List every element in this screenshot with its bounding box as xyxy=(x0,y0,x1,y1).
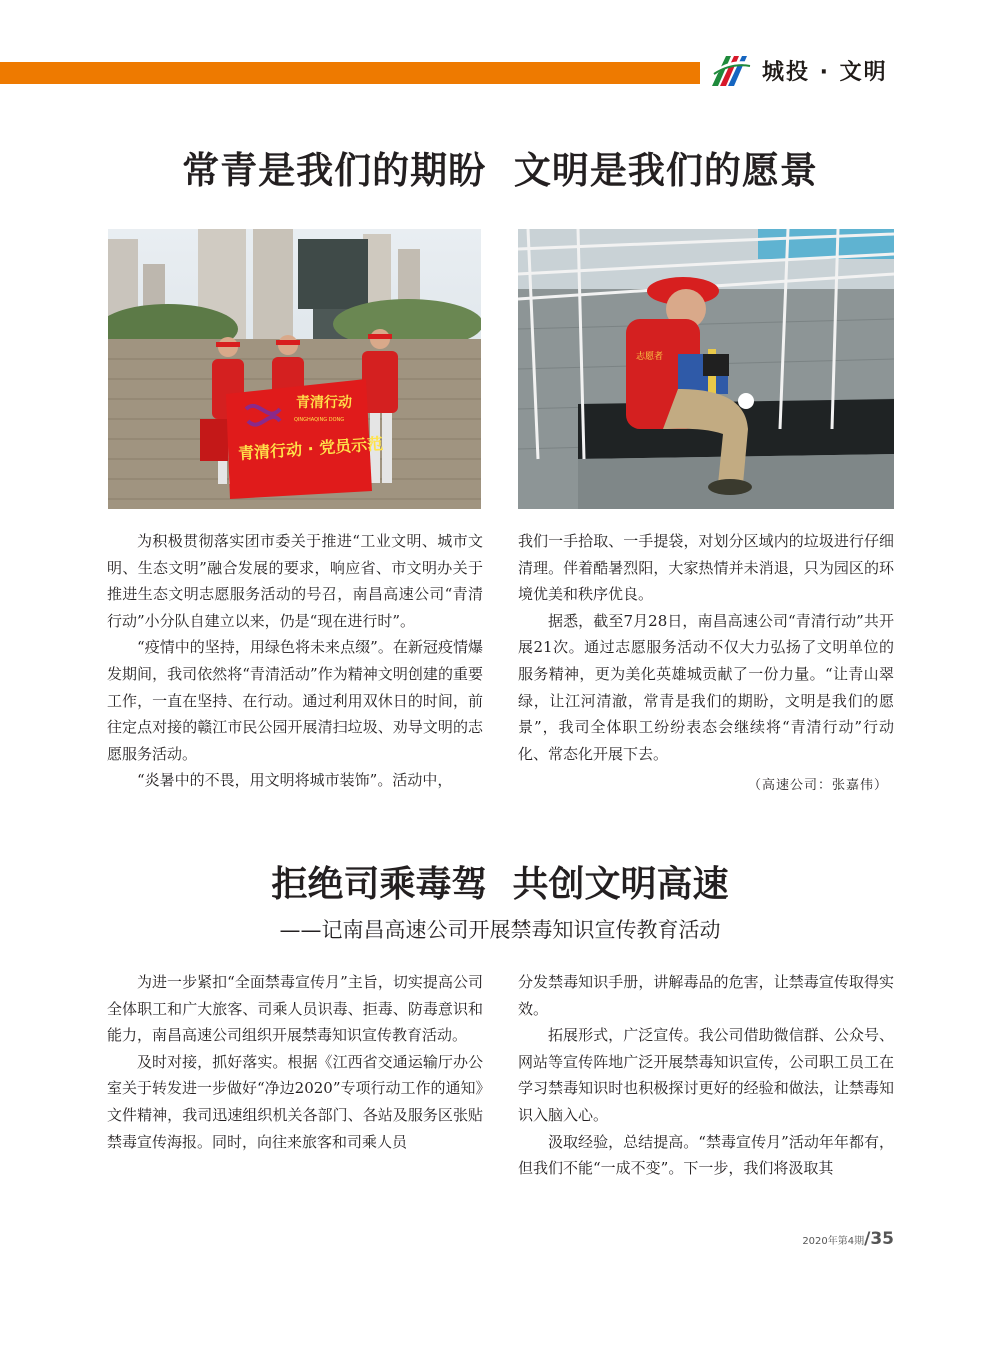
article2-paragraph: 拓展形式，广泛宣传。我公司借助微信群、公众号、网站等宣传阵地广泛开展禁毒知识宣传，公司职工员工在学习禁毒知识时也积极探讨更好的经验和做法，让禁毒知识入脑入心。 xyxy=(518,1026,894,1124)
article1-title: 常青是我们的期盼 文明是我们的愿景 xyxy=(182,149,818,192)
article1-signature: （高速公司：张嘉伟） xyxy=(747,778,888,794)
page-folio xyxy=(802,1229,894,1249)
article1-paragraph: “疫情中的坚持，用绿色将未来点缀”。在新冠疫情爆发期间，我司依然将“青清活动”作为精神文明创建的重要工作，一直在坚持、在行动。通过利用双休日的时间，前往定点对接的赣江市民公园开展清扫垃圾、劝导文明的志愿服务活动。 xyxy=(107,638,483,763)
section-header xyxy=(708,48,888,92)
issue-label: 2020年第4期 xyxy=(802,1236,865,1247)
article1-paragraph: 为积极贯彻落实团市委关于推进“工业文明、城市文明、生态文明”融合发展的要求，响应省、市文明办关于推进生态文明志愿服务活动的号召，南昌高速公司“青清行动”小分队自建立以来，仍是“现在进行时”。 xyxy=(107,532,483,630)
page-number: /35 xyxy=(864,1229,894,1249)
svg-text:青清行动 · 党员示范: 青清行动 · 党员示范 xyxy=(237,434,384,464)
article2-paragraph: 为进一步紧扣“全面禁毒宣传月”主旨，切实提高公司全体职工和广大旅客、司乘人员识毒、拒毒、防毒意识和能力，南昌高速公司组织开展禁毒知识宣传教育活动。 xyxy=(107,973,483,1045)
section-label: 城投 · 文明 xyxy=(762,59,888,85)
article2-column-2 xyxy=(518,969,894,1182)
article1-column-2 xyxy=(518,528,894,800)
header-orange-bar xyxy=(0,62,700,84)
article1-paragraph: “炎暑中的不畏，用文明将城市装饰”。活动中， xyxy=(137,771,453,790)
chengtou-logo-icon xyxy=(708,48,752,92)
volunteers-banner-photo xyxy=(108,229,481,509)
article1-column-1 xyxy=(107,528,483,794)
svg-text:青清行动: 青清行动 xyxy=(296,395,352,411)
article1-paragraph: 据悉，截至7月28日，南昌高速公司“青清行动”共开展21次。通过志愿服务活动不仅大力弘扬了文明单位的服务精神，更为美化英雄城贡献了一份力量。“让青山翠绿，让江河清澈，常青是我们的期盼，文明是我们的愿景”，我司全体职工纷纷表态会继续将“青清行动”行动化、常态化开展下去。 xyxy=(518,611,894,763)
article2-subtitle: ——记南昌高速公司开展禁毒知识宣传教育活动 xyxy=(279,918,721,942)
article1-paragraph: 我们一手拾取、一手提袋，对划分区域内的垃圾进行仔细清理。伴着酷暑烈阳，大家热情并未消退，只为园区的环境优美和秩序优良。 xyxy=(518,532,894,604)
svg-text:QINGHAQING DONG: QINGHAQING DONG xyxy=(294,417,345,423)
article2-paragraph: 汲取经验，总结提高。“禁毒宣传月”活动年年都有，但我们不能“一成不变”。下一步，我们将汲取其 xyxy=(518,1132,894,1178)
volunteer-cleaning-photo xyxy=(518,229,894,509)
article2-title: 拒绝司乘毒驾 共创文明高速 xyxy=(271,864,729,905)
article2-paragraph: 及时对接，抓好落实。根据《江西省交通运输厅办公室关于转发进一步做好“净边2020”专项行动工作的通知》文件精神，我司迅速组织机关各部门、各站及服务区张贴禁毒宣传海报。同时，向往来旅客和司乘人员 xyxy=(107,1052,484,1151)
svg-text:志愿者: 志愿者 xyxy=(636,352,664,362)
article2-column-1 xyxy=(107,969,483,1155)
article2-paragraph: 分发禁毒知识手册，讲解毒品的危害，让禁毒宣传取得实效。 xyxy=(518,973,894,1018)
